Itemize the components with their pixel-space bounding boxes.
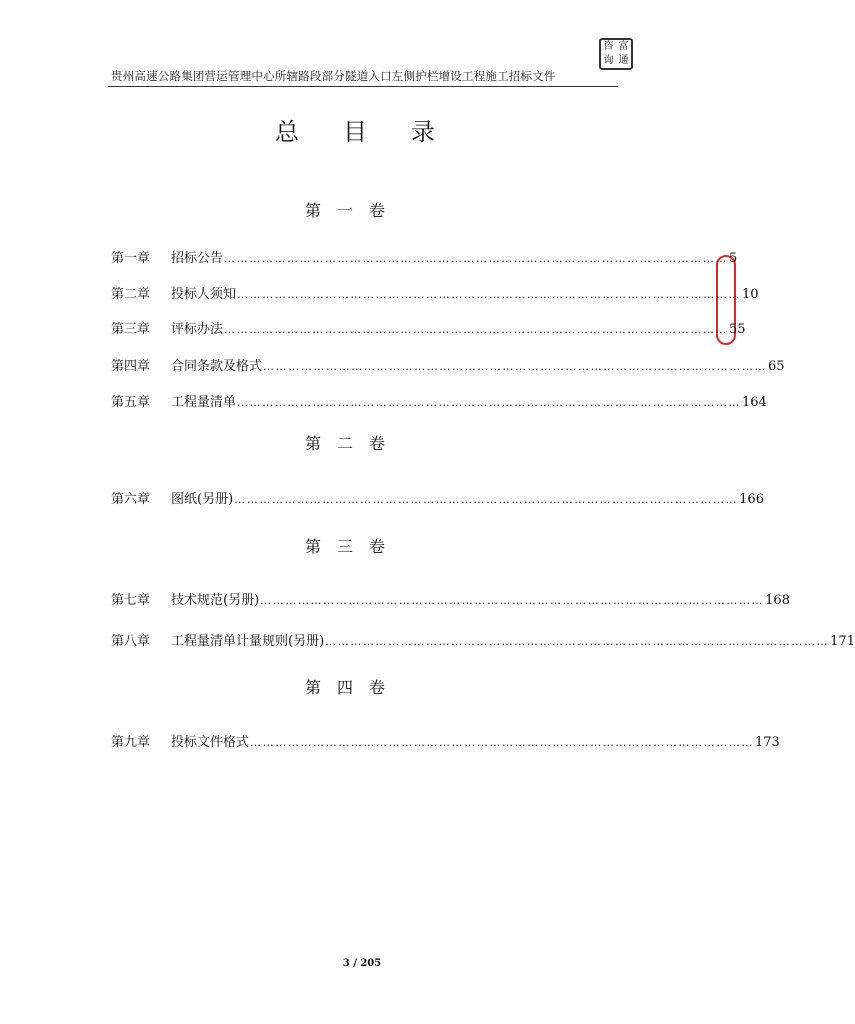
toc-entry[interactable] bbox=[111, 589, 790, 608]
page-number: 173 bbox=[755, 735, 780, 750]
volume-char: 卷 bbox=[369, 434, 386, 453]
volume-char: 一 bbox=[337, 201, 354, 220]
chapter-title: 工程量清单计量规则(另册) bbox=[171, 634, 325, 649]
page-number: 166 bbox=[739, 492, 764, 507]
header-rule bbox=[108, 86, 618, 87]
volume-char: 四 bbox=[337, 678, 354, 697]
toc-entry[interactable] bbox=[111, 488, 764, 507]
volume-char: 三 bbox=[337, 537, 354, 556]
toc-entry[interactable] bbox=[111, 731, 780, 750]
leader-dots: ………………………………………………………………………………………………………… bbox=[250, 736, 755, 749]
page-number: 168 bbox=[765, 593, 790, 608]
logo-char: 富 bbox=[618, 41, 629, 52]
toc-entry[interactable] bbox=[111, 247, 738, 266]
logo-char: 咨 bbox=[603, 41, 614, 52]
volume-heading-3 bbox=[305, 534, 385, 557]
toc-title-char: 录 bbox=[411, 118, 435, 146]
page-number: 5 bbox=[729, 251, 738, 266]
volume-char: 第 bbox=[305, 537, 322, 556]
toc-title-char: 目 bbox=[343, 118, 367, 146]
page-number: 10 bbox=[742, 287, 759, 302]
chapter-number: 第九章 bbox=[111, 735, 151, 750]
chapter-title: 工程量清单 bbox=[171, 395, 237, 410]
leader-dots: ………………………………………………………………………………………………………… bbox=[260, 594, 765, 607]
page-number: 164 bbox=[742, 395, 767, 410]
chapter-number: 第四章 bbox=[111, 359, 151, 374]
page-number: 55 bbox=[729, 322, 746, 337]
volume-heading-1 bbox=[305, 198, 385, 221]
chapter-number: 第二章 bbox=[111, 287, 151, 302]
volume-char: 卷 bbox=[369, 201, 386, 220]
volume-char: 第 bbox=[305, 434, 322, 453]
chapter-title: 投标文件格式 bbox=[171, 735, 250, 750]
leader-dots: ………………………………………………………………………………………………………… bbox=[224, 252, 729, 265]
chapter-number: 第五章 bbox=[111, 395, 151, 410]
document-header: 贵州高速公路集团营运管理中心所辖路段部分隧道入口左侧护栏增设工程施工招标文件 bbox=[111, 69, 556, 83]
leader-dots: ………………………………………………………………………………………………………… bbox=[325, 635, 830, 648]
volume-heading-2 bbox=[305, 431, 385, 454]
chapter-title: 图纸(另册) bbox=[171, 492, 234, 507]
toc-title-char: 总 bbox=[275, 118, 299, 146]
chapter-number: 第六章 bbox=[111, 492, 151, 507]
chapter-title: 技术规范(另册) bbox=[171, 593, 260, 608]
volume-heading-4 bbox=[305, 675, 385, 698]
logo-char: 通 bbox=[618, 55, 629, 66]
volume-char: 卷 bbox=[369, 537, 386, 556]
toc-title bbox=[0, 112, 724, 147]
leader-dots: ………………………………………………………………………………………………………… bbox=[234, 493, 739, 506]
chapter-number: 第三章 bbox=[111, 322, 151, 337]
leader-dots: ………………………………………………………………………………………………………… bbox=[224, 323, 729, 336]
chapter-title: 投标人须知 bbox=[171, 287, 237, 302]
page-indicator: 3 / 205 bbox=[342, 958, 382, 969]
volume-char: 第 bbox=[305, 201, 322, 220]
toc-entry[interactable] bbox=[111, 630, 855, 649]
chapter-title: 评标办法 bbox=[171, 322, 224, 337]
toc-entry[interactable] bbox=[111, 391, 767, 410]
volume-char: 卷 bbox=[369, 678, 386, 697]
chapter-number: 第一章 bbox=[111, 251, 151, 266]
toc-entry[interactable] bbox=[111, 318, 746, 337]
leader-dots: ………………………………………………………………………………………………………… bbox=[263, 360, 768, 373]
chapter-title: 招标公告 bbox=[171, 251, 224, 266]
logo-char: 询 bbox=[603, 55, 614, 66]
volume-char: 第 bbox=[305, 678, 322, 697]
company-logo bbox=[599, 38, 633, 70]
volume-char: 二 bbox=[337, 434, 354, 453]
chapter-number: 第八章 bbox=[111, 634, 151, 649]
page-number: 171 bbox=[830, 634, 855, 649]
page-number: 65 bbox=[768, 359, 785, 374]
leader-dots: ………………………………………………………………………………………………………… bbox=[237, 288, 742, 301]
toc-entry[interactable] bbox=[111, 283, 759, 302]
toc-entry[interactable] bbox=[111, 355, 785, 374]
chapter-number: 第七章 bbox=[111, 593, 151, 608]
leader-dots: ………………………………………………………………………………………………………… bbox=[237, 396, 742, 409]
chapter-title: 合同条款及格式 bbox=[171, 359, 263, 374]
